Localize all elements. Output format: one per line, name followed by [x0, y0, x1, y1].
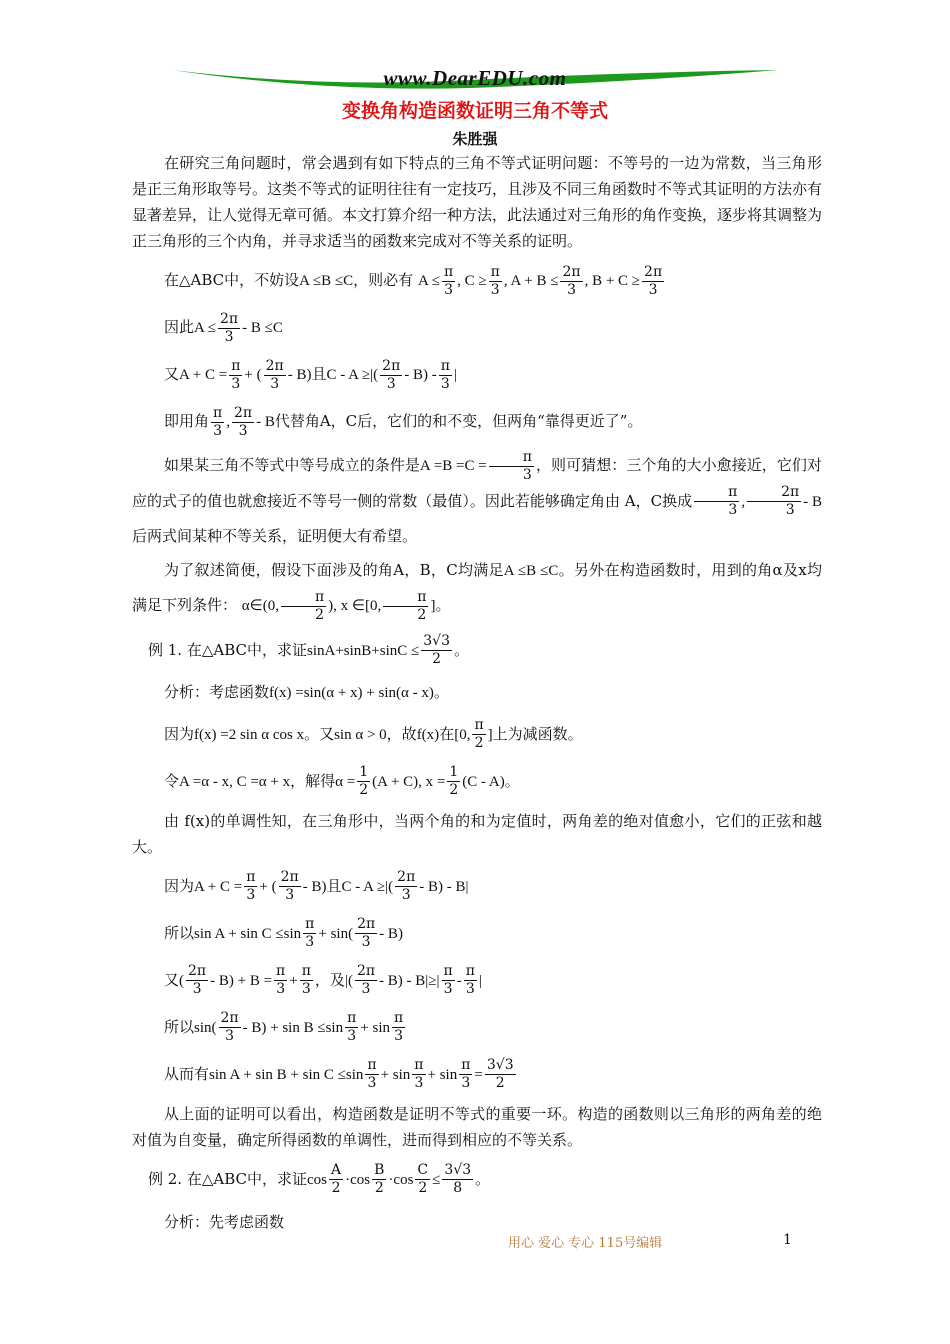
- math-line-1: 在△ABC中，不妨设A ≤B ≤C，则必有 A ≤ $\frac{\pi}{3}$ , C ≥ $\frac{\pi}{3}$ , A + B ≤ $\frac{2\pi}{3}$ , B + C ≥ $\frac{2\pi}{3}$: [164, 263, 663, 298]
- assume-paragraph: 为了叙述简便，假设下面涉及的角A，B，C均满足A ≤B ≤C。另外在构造函数时，用到的角α及x均满足下列条件： α∈(0, $\frac{\pi}{2}$ ), x ∈[0, $\frac{\pi}{2}$ ]。: [132, 561, 822, 623]
- site-header: [170, 62, 780, 94]
- analysis-1: 分析：考虑函数f(x) =sin(α + x) + sin(α - x)。: [164, 682, 449, 701]
- article-body: [132, 150, 822, 1244]
- math-line-9: 又( $\frac{2\pi}{3}$ - B) + B = $\frac{\pi}{3}$ + $\frac{\pi}{3}$ ，及|( $\frac{2\pi}{3}$ - B) - B|≥| $\frac{\pi}{3}$ - $\frac{\pi}{3}$ |: [164, 963, 482, 997]
- math-line-3: 又A + C = $\frac{\pi}{3}$ + ( $\frac{2\pi}{3}$ - B)且C - A ≥|( $\frac{2\pi}{3}$ - B) - $\frac{\pi}{3}$ |: [164, 357, 457, 392]
- math-line-7: 因为A + C = $\frac{\pi}{3}$ + ( $\frac{2\pi}{3}$ - B)且C - A ≥|( $\frac{2\pi}{3}$ - B) - B|: [164, 869, 469, 903]
- math-line-6: 令A =α - x, C =α + x，解得α = $\frac{1}{2}$ (A + C), x = $\frac{1}{2}$ (C - A)。: [164, 764, 520, 798]
- math-line-5: 因为f(x) =2 sin α cos x。又sin α > 0，故f(x)在[0, $\frac{\pi}{2}$ ]上为减函数。: [164, 717, 583, 751]
- site-url[interactable]: www.DearEDU.com: [383, 66, 567, 90]
- page-title: 变换角构造函数证明三角不等式: [341, 100, 608, 122]
- conclusion-paragraph: 从上面的证明可以看出，构造函数是证明不等式的重要一环。构造的函数则以三角形的两角差的绝对值为自变量，确定所得函数的单调性，进而得到相应的不等关系。: [132, 1104, 822, 1149]
- footer-text: 用心 爱心 专心 115号编辑: [508, 1236, 663, 1251]
- intro-paragraph: 在研究三角问题时，常会遇到有如下特点的三角不等式证明问题：不等号的一边为常数，当三角形是正三角形取等号。这类不等式的证明往往有一定技巧，且涉及不同三角函数时不等式其证明的方法亦有显著差异，让人觉得无章可循。本文打算介绍一种方法，此法通过对三角形的角作变换，逐步将其调整为正三角形的三个内角，并寻求适当的函数来完成对不等关系的证明。: [132, 154, 823, 250]
- monotonic-paragraph: 由 f(x)的单调性知，在三角形中，当两个角的和为定值时，两角差的绝对值愈小，它们的正弦和越大。: [132, 811, 822, 856]
- analysis-2: 分析：先考虑函数: [164, 1212, 285, 1231]
- math-line-10: 所以sin( $\frac{2\pi}{3}$ - B) + sin B ≤sin $\frac{\pi}{3}$ + sin $\frac{\pi}{3}$: [164, 1010, 404, 1044]
- math-line-11: 从而有sin A + sin B + sin C ≤sin $\frac{\pi}{3}$ + sin $\frac{\pi}{3}$ + sin $\frac{\pi}{3}$ = $\frac{3√3}{2}$: [164, 1057, 514, 1091]
- example-2: 例 2. 在△ABC中，求证cos $\frac{A}{2}$ ·cos $\frac{B}{2}$ ·cos $\frac{C}{2}$ ≤ $\frac{3√3}{8}$ 。: [148, 1162, 491, 1196]
- guess-paragraph: 如果某三角不等式中等号成立的条件是A =B =C = $\frac{\pi}{3}$ ，则可猜想：三个角的大小愈接近，它们对应的式子的值也就愈接近不等号一侧的常数（最值）。因此若能够确定角由 A，C换成 $\frac{\pi}{3}$ , $\frac{2\pi}{3}$ - B后两式间某种不等关系，证明便大有希望。: [132, 448, 822, 545]
- math-line-4: 即用角 $\frac{\pi}{3}$ , $\frac{2\pi}{3}$ - B代替角A，C后，它们的和不变，但两角“靠得更近了”。: [164, 404, 643, 439]
- page-number: 1: [783, 1232, 792, 1248]
- author: 朱胜强: [452, 130, 498, 148]
- math-line-2: 因此A ≤ $\frac{2\pi}{3}$ - B ≤C: [164, 310, 283, 345]
- math-line-8: 所以sin A + sin C ≤sin $\frac{\pi}{3}$ + sin( $\frac{2\pi}{3}$ - B): [164, 916, 403, 950]
- example-1: 例 1. 在△ABC中，求证sinA+sinB+sinC ≤ $\frac{3√3}{2}$ 。: [148, 633, 470, 667]
